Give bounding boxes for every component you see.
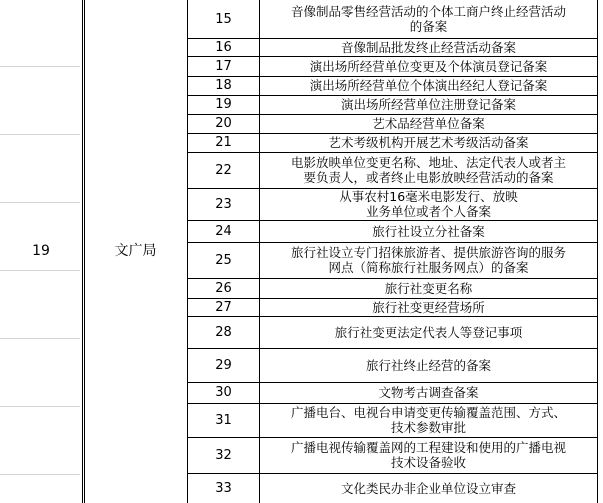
row-number-cell[interactable]: 15 — [215, 11, 232, 27]
row-number-cell[interactable]: 29 — [215, 357, 232, 373]
row-number-cell[interactable]: 33 — [215, 480, 232, 496]
item-text-cell[interactable]: 旅行社设立专门招徕旅游者、提供旅游咨询的服务 网点（简称旅行社服务网点）的备案 — [290, 245, 566, 275]
row-number-cell[interactable]: 20 — [215, 116, 232, 131]
item-text-cell[interactable]: 演出场所经营单位变更及个体演员登记备案 — [309, 58, 548, 74]
item-text-cell[interactable]: 从事农村16毫米电影发行、放映 业务单位或者个人备案 — [339, 189, 518, 219]
row-border — [187, 437, 598, 438]
row-border — [187, 152, 598, 153]
col-border — [84, 0, 85, 503]
row-border — [187, 316, 598, 317]
row-border — [187, 278, 598, 279]
row-number-cell[interactable]: 21 — [215, 135, 232, 150]
item-text-cell[interactable]: 电影放映单位变更名称、地址、法定代表人或者主 要负责人，或者终止电影放映经营活动的备案 — [290, 155, 566, 185]
row-border — [187, 95, 598, 96]
row-border — [187, 76, 598, 77]
item-text-cell[interactable]: 旅行社变更法定代表人等登记事项 — [334, 324, 523, 340]
item-text-cell[interactable]: 广播电台、电视台申请变更传输覆盖范围、方式、 技术参数审批 — [290, 405, 566, 435]
item-text-cell[interactable]: 旅行社终止经营的备案 — [365, 357, 491, 373]
item-text-cell[interactable]: 旅行社变更经营场所 — [372, 299, 485, 315]
group-index-cell[interactable]: 19 — [32, 243, 50, 259]
row-number-cell[interactable]: 30 — [215, 385, 232, 400]
item-text-cell[interactable]: 音像制品批发终止经营活动备案 — [340, 39, 516, 55]
item-text-cell[interactable]: 文物考古调查备案 — [378, 385, 479, 400]
item-text-cell[interactable]: 音像制品零售经营活动的个体工商户终止经营活动 的备案 — [290, 4, 566, 34]
col-border — [82, 0, 83, 503]
department-cell[interactable]: 文广局 — [114, 243, 157, 259]
row-border — [187, 403, 598, 404]
row-border — [187, 133, 598, 134]
row-number-cell[interactable]: 23 — [215, 196, 232, 212]
row-number-cell[interactable]: 26 — [215, 280, 232, 296]
row-number-cell[interactable]: 31 — [215, 412, 232, 428]
row-border — [187, 473, 598, 474]
row-number-cell[interactable]: 27 — [215, 299, 232, 315]
row-number-cell[interactable]: 22 — [215, 162, 232, 178]
item-text-cell[interactable]: 旅行社设立分社备案 — [372, 223, 485, 239]
row-border — [187, 242, 598, 243]
row-border — [187, 348, 598, 349]
row-number-cell[interactable]: 28 — [215, 324, 232, 340]
row-number-cell[interactable]: 24 — [215, 223, 232, 239]
row-number-cell[interactable]: 18 — [215, 78, 232, 93]
row-border — [187, 114, 598, 115]
item-text-cell[interactable]: 演出场所经营单位个体演出经纪人登记备案 — [309, 78, 548, 93]
row-number-cell[interactable]: 16 — [215, 39, 232, 55]
row-border — [187, 220, 598, 221]
row-border — [187, 188, 598, 189]
row-border — [187, 56, 598, 57]
item-text-cell[interactable]: 艺术考级机构开展艺术考级活动备案 — [328, 135, 529, 150]
row-border — [187, 382, 598, 383]
item-text-cell[interactable]: 广播电视传输覆盖网的工程建设和使用的广播电视 技术设备验收 — [290, 440, 566, 470]
item-text-cell[interactable]: 旅行社变更名称 — [384, 280, 473, 296]
row-border — [187, 38, 598, 39]
item-text-cell[interactable]: 文化类民办非企业单位设立审查 — [340, 480, 516, 496]
item-text-cell[interactable]: 艺术品经营单位备案 — [372, 116, 485, 131]
row-number-cell[interactable]: 19 — [215, 97, 232, 112]
row-number-cell[interactable]: 25 — [215, 252, 232, 268]
item-text-cell[interactable]: 演出场所经营单位注册登记备案 — [340, 97, 516, 112]
row-number-cell[interactable]: 17 — [215, 58, 232, 74]
row-border — [187, 298, 598, 299]
row-number-cell[interactable]: 32 — [215, 447, 232, 463]
